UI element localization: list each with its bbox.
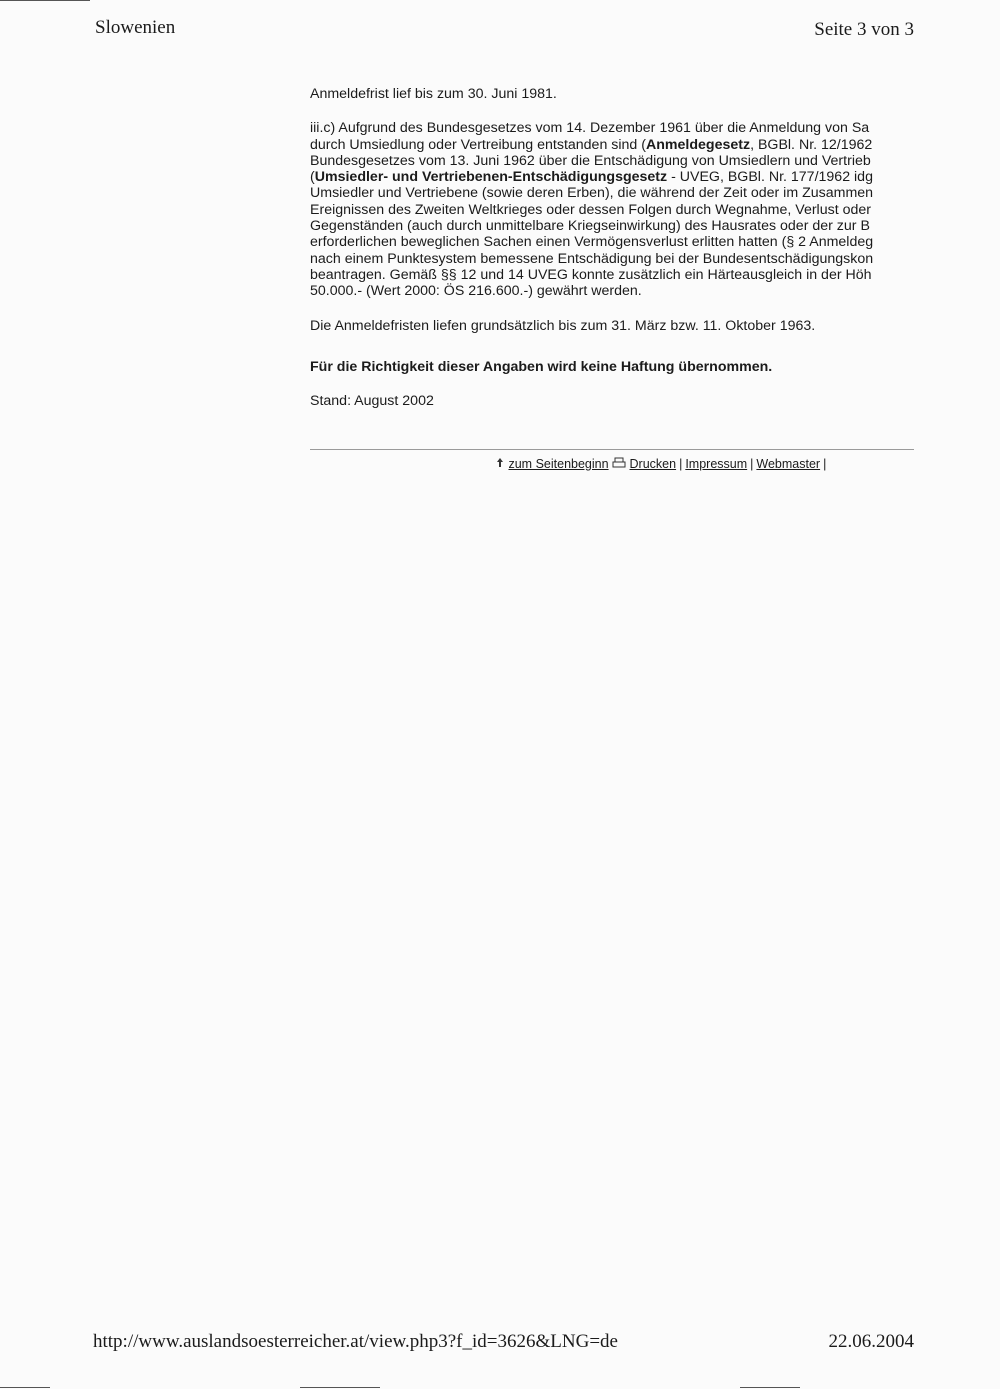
scan-edge-mark <box>0 0 90 1</box>
main-paragraph-line: Umsiedler und Vertriebene (sowie deren Erben), die während der Zeit oder im Zusammen <box>310 185 874 202</box>
main-paragraph-line: 50.000.- (Wert 2000: ÖS 216.600.-) gewährt werden. <box>310 283 642 300</box>
separator: | <box>823 457 827 471</box>
scan-edge-mark <box>300 1387 380 1388</box>
print-link[interactable]: Drucken <box>629 457 677 471</box>
webmaster-link[interactable]: Webmaster <box>756 457 821 471</box>
separator: | <box>679 457 683 471</box>
main-paragraph-line: Bundesgesetzes vom 13. Juni 1962 über die Entschädigung von Umsiedlern und Vertrieb <box>310 152 871 169</box>
impressum-link[interactable]: Impressum <box>685 457 748 471</box>
footer-divider <box>310 449 914 450</box>
main-paragraph <box>310 120 916 299</box>
footer-navigation <box>495 457 829 472</box>
main-paragraph-line: beantragen. Gemäß §§ 12 und 14 UVEG konnte zusätzlich ein Härteausgleich in der Höh <box>310 266 872 283</box>
main-paragraph-line: iii.c) Aufgrund des Bundesgesetzes vom 14. Dezember 1961 über die Anmeldung von Sa <box>310 120 870 137</box>
article-content <box>310 86 916 409</box>
scan-edge-mark <box>740 1387 800 1388</box>
main-paragraph-line: Ereignissen des Zweiten Weltkrieges oder dessen Folgen durch Wegnahme, Verlust oder <box>310 201 871 218</box>
print-header-page-number: Seite 3 von 3 <box>814 19 914 40</box>
print-footer-url: http://www.auslandsoesterreicher.at/view.php3?f_id=3626&LNG=de <box>93 1331 618 1352</box>
deadline-1981-paragraph: Anmeldefrist lief bis zum 30. Juni 1981. <box>310 86 557 102</box>
separator: | <box>750 457 754 471</box>
back-to-top-link[interactable]: zum Seitenbeginn <box>508 457 609 471</box>
disclaimer-paragraph: Für die Richtigkeit dieser Angaben wird keine Haftung übernommen. <box>310 358 773 375</box>
arrow-up-icon <box>495 457 505 472</box>
main-paragraph-line: erforderlichen beweglichen Sachen einen Vermögensverlust erlitten hatten (§ 2 Anmeldeg <box>310 234 874 251</box>
printer-icon <box>612 457 626 472</box>
stand-date-paragraph: Stand: August 2002 <box>310 393 434 410</box>
law-name: Umsiedler- und Vertriebenen-Entschädigungsgesetz <box>314 169 668 186</box>
main-paragraph-line: nach einem Punktesystem bemessene Entschädigung bei der Bundesentschädigungskon <box>310 250 874 267</box>
print-header-title: Slowenien <box>95 17 176 38</box>
main-paragraph-line: (Umsiedler- und Vertriebenen-Entschädigungsgesetz - UVEG, BGBl. Nr. 177/1962 idg <box>310 169 873 186</box>
law-name: Anmeldegesetz <box>645 136 751 153</box>
main-paragraph-line: durch Umsiedlung oder Vertreibung entstanden sind (Anmeldegesetz, BGBl. Nr. 12/1962 <box>310 136 873 153</box>
main-paragraph-line: Gegenständen (auch durch unmittelbare Kriegseinwirkung) des Hausrates oder der zur B <box>310 218 870 235</box>
deadlines-1963-paragraph: Die Anmeldefristen liefen grundsätzlich bis zum 31. März bzw. 11. Oktober 1963. <box>310 317 816 334</box>
print-footer-date: 22.06.2004 <box>828 1331 914 1352</box>
scan-edge-mark <box>0 1387 50 1388</box>
